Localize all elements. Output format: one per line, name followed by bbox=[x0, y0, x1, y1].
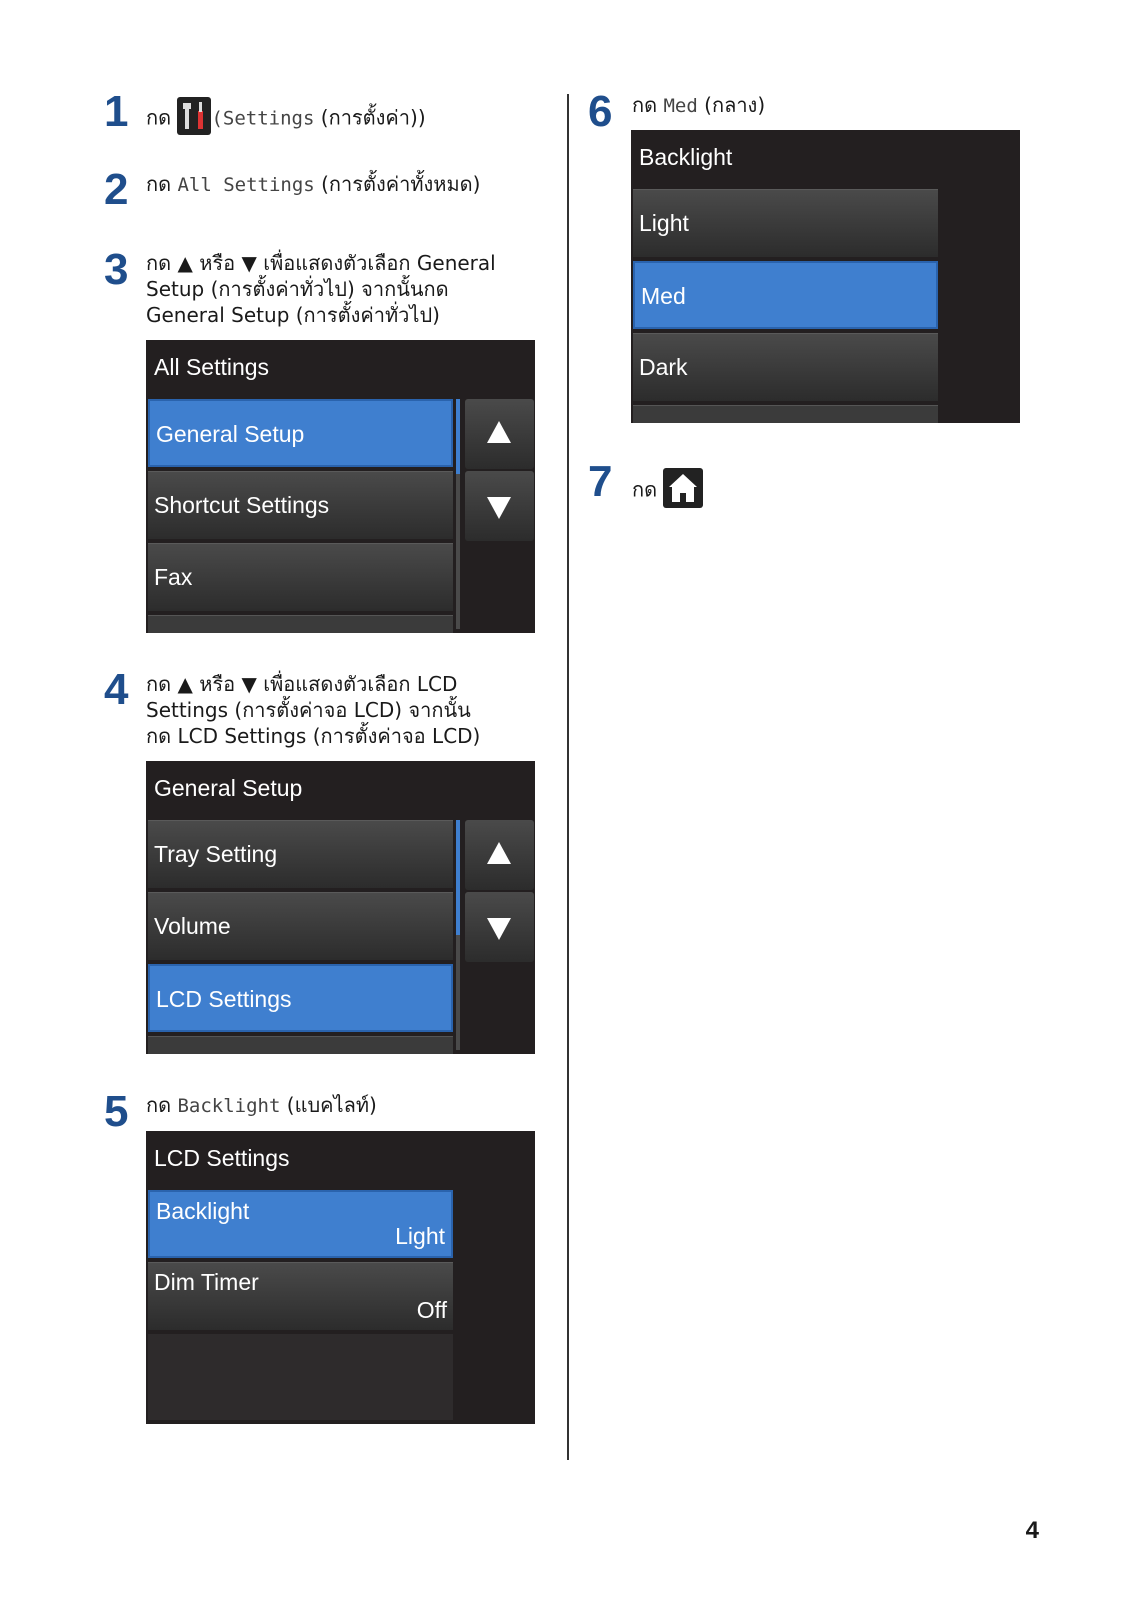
menu-item-light[interactable] bbox=[633, 189, 938, 257]
scroll-down-button[interactable] bbox=[465, 471, 534, 541]
step-2-press: กด bbox=[146, 172, 172, 196]
menu-item-partial bbox=[148, 1036, 453, 1054]
step-5-text bbox=[146, 1092, 377, 1119]
all-settings-panel bbox=[146, 340, 535, 633]
step-7-number: 7 bbox=[588, 457, 613, 506]
step-4-line-1: กด ▲ หรือ ▼ เพื่อแสดงตัวเลือก LCD bbox=[146, 672, 458, 696]
panel-title: General Setup bbox=[154, 775, 303, 801]
menu-item-label: LCD Settings bbox=[156, 986, 292, 1012]
up-arrow-icon bbox=[465, 820, 534, 890]
step-1-mono: (Settings bbox=[211, 107, 315, 130]
step-6-number: 6 bbox=[588, 87, 613, 136]
menu-item-lcd-settings[interactable] bbox=[148, 964, 453, 1032]
step-3-line-2: Setup (การตั้งค่าทั่วไป) จากนั้นกด bbox=[146, 277, 449, 301]
step-1-text bbox=[146, 97, 426, 141]
step-4-line-3: กด LCD Settings (การตั้งค่าจอ LCD) bbox=[146, 724, 481, 748]
lcd-settings-panel bbox=[146, 1131, 535, 1424]
menu-item-label: Tray Setting bbox=[154, 841, 278, 867]
menu-item-label: Dark bbox=[639, 354, 688, 380]
step-3-number: 3 bbox=[104, 245, 129, 294]
scrollbar-thumb[interactable] bbox=[456, 399, 460, 474]
menu-item-label: Volume bbox=[154, 913, 231, 939]
menu-item-partial bbox=[148, 615, 453, 633]
step-2-text bbox=[146, 171, 480, 198]
menu-item-label: Backlight bbox=[156, 1198, 250, 1224]
step-1-rest: (การตั้งค่า)) bbox=[314, 105, 426, 130]
step-5-rest: (แบคไลท์) bbox=[280, 1093, 377, 1117]
step-4-line-2: Settings (การตั้งค่าจอ LCD) จากนั้น bbox=[146, 698, 471, 722]
step-7-text bbox=[632, 468, 703, 514]
menu-item-tray-setting[interactable] bbox=[148, 820, 453, 888]
menu-item-shortcut-settings[interactable] bbox=[148, 471, 453, 539]
scroll-down-button[interactable] bbox=[465, 892, 534, 962]
home-icon bbox=[663, 468, 703, 514]
step-6-rest: (กลาง) bbox=[697, 93, 766, 117]
step-6-press: กด bbox=[632, 93, 658, 117]
step-5-number: 5 bbox=[104, 1087, 129, 1136]
step-5-mono: Backlight bbox=[177, 1095, 281, 1117]
scrollbar-thumb[interactable] bbox=[456, 820, 460, 935]
menu-item-label: Light bbox=[639, 210, 689, 236]
menu-item-dark[interactable] bbox=[633, 333, 938, 401]
step-7-press: กด bbox=[632, 477, 658, 502]
step-3-line-3: General Setup (การตั้งค่าทั่วไป) bbox=[146, 303, 440, 327]
step-6-mono: Med bbox=[663, 95, 698, 117]
panel-title: All Settings bbox=[154, 354, 270, 380]
down-arrow-icon bbox=[465, 892, 534, 962]
panel-title: LCD Settings bbox=[154, 1145, 290, 1171]
backlight-panel bbox=[631, 130, 1020, 423]
menu-item-label: Fax bbox=[154, 564, 193, 590]
menu-item-label: Med bbox=[641, 283, 686, 309]
step-4-number: 4 bbox=[104, 665, 129, 714]
menu-item-med[interactable] bbox=[633, 261, 938, 329]
menu-item-label: Dim Timer bbox=[154, 1269, 259, 1295]
column-divider bbox=[567, 94, 569, 1460]
down-arrow-icon bbox=[465, 471, 534, 541]
menu-item-backlight[interactable] bbox=[148, 1190, 453, 1258]
menu-item-label: General Setup bbox=[156, 421, 305, 447]
empty-list-area bbox=[148, 1334, 453, 1420]
settings-tools-icon bbox=[177, 97, 211, 141]
step-1-number: 1 bbox=[104, 87, 129, 136]
menu-item-label: Shortcut Settings bbox=[154, 492, 330, 518]
menu-item-value: Off bbox=[416, 1297, 447, 1323]
step-5-press: กด bbox=[146, 1093, 172, 1117]
page-number: 4 bbox=[1025, 1517, 1039, 1544]
step-3-line-1: กด ▲ หรือ ▼ เพื่อแสดงตัวเลือก General bbox=[146, 251, 496, 275]
menu-item-value: Light bbox=[395, 1223, 445, 1249]
general-setup-panel bbox=[146, 761, 535, 1054]
menu-item-partial bbox=[633, 405, 938, 423]
scroll-up-button[interactable] bbox=[465, 399, 534, 469]
menu-item-dim-timer[interactable] bbox=[148, 1262, 453, 1330]
panel-title: Backlight bbox=[639, 144, 733, 170]
step-2-mono: All Settings bbox=[177, 174, 315, 196]
menu-item-fax[interactable] bbox=[148, 543, 453, 611]
scroll-up-button[interactable] bbox=[465, 820, 534, 890]
step-1-press: กด bbox=[146, 105, 172, 130]
menu-item-general-setup[interactable] bbox=[148, 399, 453, 467]
step-2-rest: (การตั้งค่าทั้งหมด) bbox=[314, 172, 481, 196]
step-6-text bbox=[632, 92, 765, 119]
step-2-number: 2 bbox=[104, 165, 129, 214]
menu-item-volume[interactable] bbox=[148, 892, 453, 960]
up-arrow-icon bbox=[465, 399, 534, 469]
